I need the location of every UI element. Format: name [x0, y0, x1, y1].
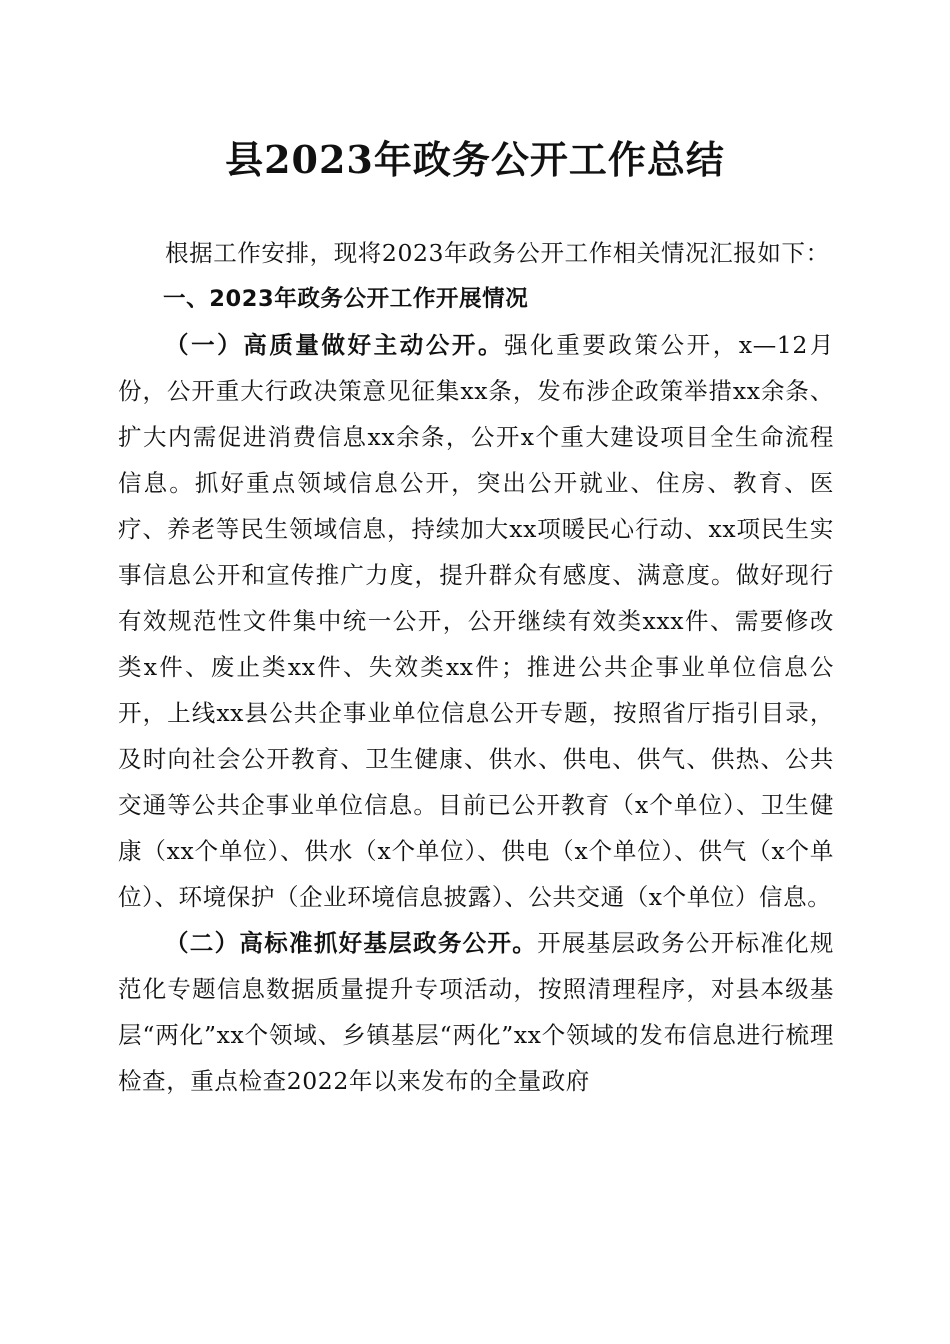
paragraph-lead: （一）高质量做好主动公开。: [165, 331, 505, 359]
paragraph-active-disclosure: [118, 322, 834, 920]
paragraph-text: 开展基层政务公开标准化规范化专题信息数据质量提升专项活动，按照清理程序，对县本级基层“两化”xx个领域、乡镇基层“两化”xx个领域的发布信息进行梳理检查，重点检查2022年以来发布的全量政府: [118, 929, 835, 1095]
document-body: [118, 230, 834, 1104]
section-heading: 一、2023年政务公开工作开展情况: [163, 286, 529, 312]
paragraph-grassroots-disclosure: [118, 920, 834, 1104]
document-title: 县2023年政务公开工作总结: [225, 137, 725, 182]
paragraph-text: 强化重要政策公开，x—12月份，公开重大行政决策意见征集xx条，发布涉企政策举措xx余条、扩大内需促进消费信息xx余条，公开x个重大建设项目全生命流程信息。抓好重点领域信息公开，突出公开就业、住房、教育、医疗、养老等民生领域信息，持续加大xx项暖民心行动、xx项民生实事信息公开和宣传推广力度，提升群众有感度、满意度。做好现行有效规范性文件集中统一公开，公开继续有效类xxx件、需要修改类x件、废止类xx件、失效类xx件；推进公共企事业单位信息公开，上线xx县公共企事业单位信息公开专题，按照省厅指引目录，及时向社会公开教育、卫生健康、供水、供电、供气、供热、公共交通等公共企事业单位信息。目前已公开教育（x个单位）、卫生健康（xx个单位）、供水（x个单位）、供电（x个单位）、供气（x个单位）、环境保护（企业环境信息披露）、公共交通（x个单位）信息。: [118, 331, 834, 911]
paragraph-lead: （二）高标准抓好基层政务公开。: [165, 929, 538, 957]
intro-paragraph: 根据工作安排，现将2023年政务公开工作相关情况汇报如下：: [165, 239, 830, 267]
